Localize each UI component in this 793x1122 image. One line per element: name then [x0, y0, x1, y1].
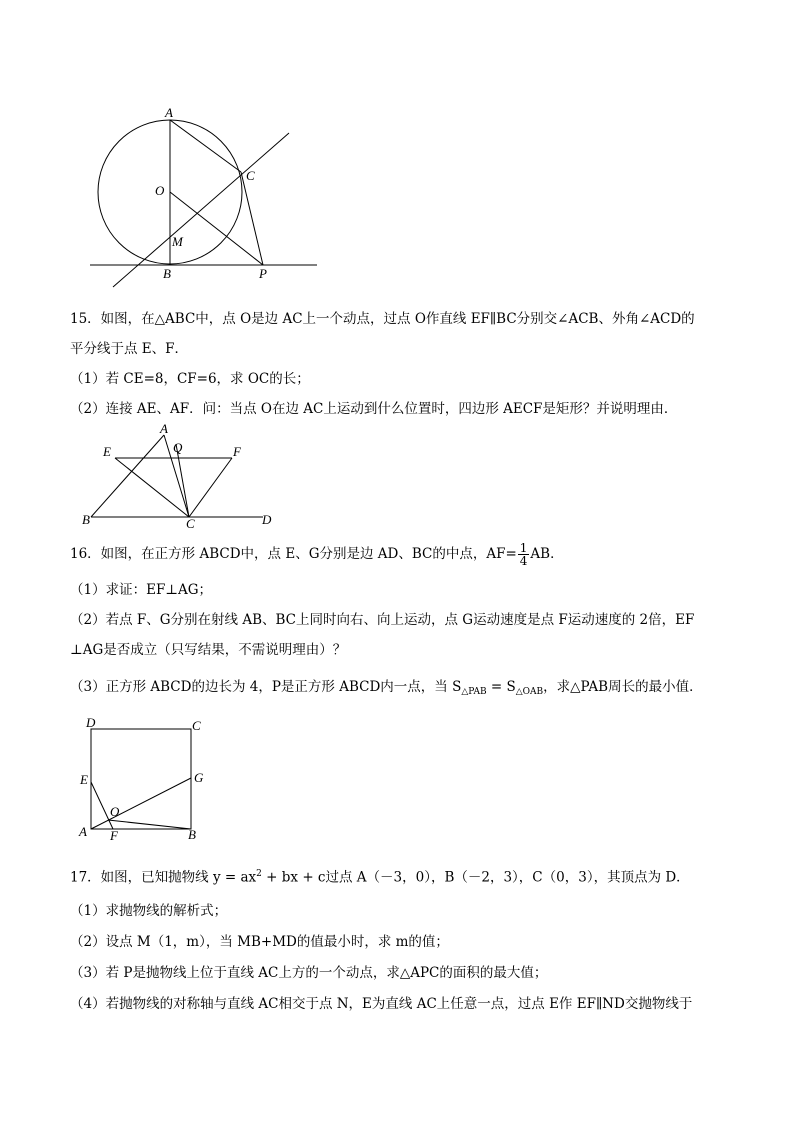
q16-part1: （1）求证：EF⊥AG； [70, 582, 213, 598]
segment-ob [108, 820, 191, 829]
q16-part3-eq: = S [486, 679, 516, 695]
segment-ac [170, 120, 241, 172]
q16-stem [70, 542, 564, 567]
q17-part4: （4）若抛物线的对称轴与直线 AC相交于点 N，E为直线 AC上任意一点，过点 E作 EF∥ND交抛物线于 [70, 996, 693, 1012]
label-a: A [165, 105, 173, 120]
q15-part1: （1）若 CE=8，CF=6，求 OC的长； [70, 371, 310, 387]
segment-ec [115, 458, 189, 517]
q17-stem [70, 864, 690, 888]
label-q: Q [173, 440, 183, 455]
q16-part2-line1: （2）若点 F、G分别在射线 AB、BC上同时向右、向上运动，点 G运动速度是点 F运动速度的 2倍，EF [70, 612, 695, 628]
segment-op [170, 192, 263, 265]
q17-part3: （3）若 P是抛物线上位于直线 AC上方的一个动点，求△APC的面积的最大值； [70, 965, 548, 981]
label-o: O [110, 804, 120, 819]
circle-figure [85, 105, 325, 285]
q17-part2: （2）设点 M（1，m），当 MB+MD的值最小时，求 m的值； [70, 934, 449, 950]
q16-sub-oab: △OAB [515, 687, 544, 697]
q16-part2-line2: ⊥AG是否成立（只写结果，不需说明理由）？ [70, 642, 347, 658]
frac-numerator: 1 [519, 541, 528, 555]
label-m: M [172, 234, 183, 249]
label-e: E [80, 772, 88, 787]
frac-denominator: 4 [519, 554, 528, 568]
label-a: A [160, 421, 168, 436]
q17-part1: （1）求抛物线的解析式； [70, 903, 228, 919]
q16-stem-suffix: AB． [530, 546, 564, 562]
label-g: G [194, 770, 204, 785]
q16-stem-prefix: 16．如图，在正方形 ABCD中，点 E、G分别是边 AD、BC的中点，AF= [70, 546, 517, 562]
q17-stem-suffix: + bx + c过点 A（－3，0），B（－2，3），C（0，3），其顶点为 D． [261, 869, 690, 886]
label-b: B [188, 827, 196, 842]
label-d: D [262, 512, 272, 527]
label-f: F [233, 444, 241, 459]
segment-ag [91, 778, 191, 829]
label-e: E [103, 444, 111, 459]
q16-part3-prefix: （3）正方形 ABCD的边长为 4，P是正方形 ABCD内一点，当 S [70, 679, 462, 695]
label-b: B [82, 512, 90, 527]
q17-stem-prefix: 17．如图，已知抛物线 y = ax [70, 869, 257, 886]
segment-cp [241, 172, 263, 265]
q16-part3 [70, 677, 703, 702]
q17-exponent: 2 [256, 869, 262, 879]
square-figure [75, 712, 215, 842]
label-c: C [186, 516, 195, 531]
label-d: D [86, 715, 96, 730]
label-c: C [246, 168, 255, 183]
label-b: B [163, 266, 171, 281]
segment-cf [189, 458, 232, 517]
label-f: F [110, 828, 118, 843]
triangle-figure [80, 420, 290, 530]
q15-stem-line1: 15．如图，在△ABC中，点 O是边 AC上一个动点，过点 O作直线 EF∥BC分别交∠ACB、外角∠ACD的 [70, 311, 695, 327]
label-a: A [79, 824, 87, 839]
segment-ab [91, 435, 164, 517]
q16-part3-suffix: ，求△PAB周长的最小值． [543, 679, 703, 695]
fraction-one-quarter [518, 542, 530, 567]
label-p: P [259, 266, 267, 281]
label-c: C [192, 718, 201, 733]
label-o: O [155, 183, 165, 198]
q16-sub-pab: △PAB [461, 687, 487, 697]
q15-part2: （2）连接 AE、AF．问：当点 O在边 AC上运动到什么位置时，四边形 AECF是矩形？并说明理由． [70, 401, 678, 417]
q15-stem-line2: 平分线于点 E、F． [70, 341, 189, 357]
